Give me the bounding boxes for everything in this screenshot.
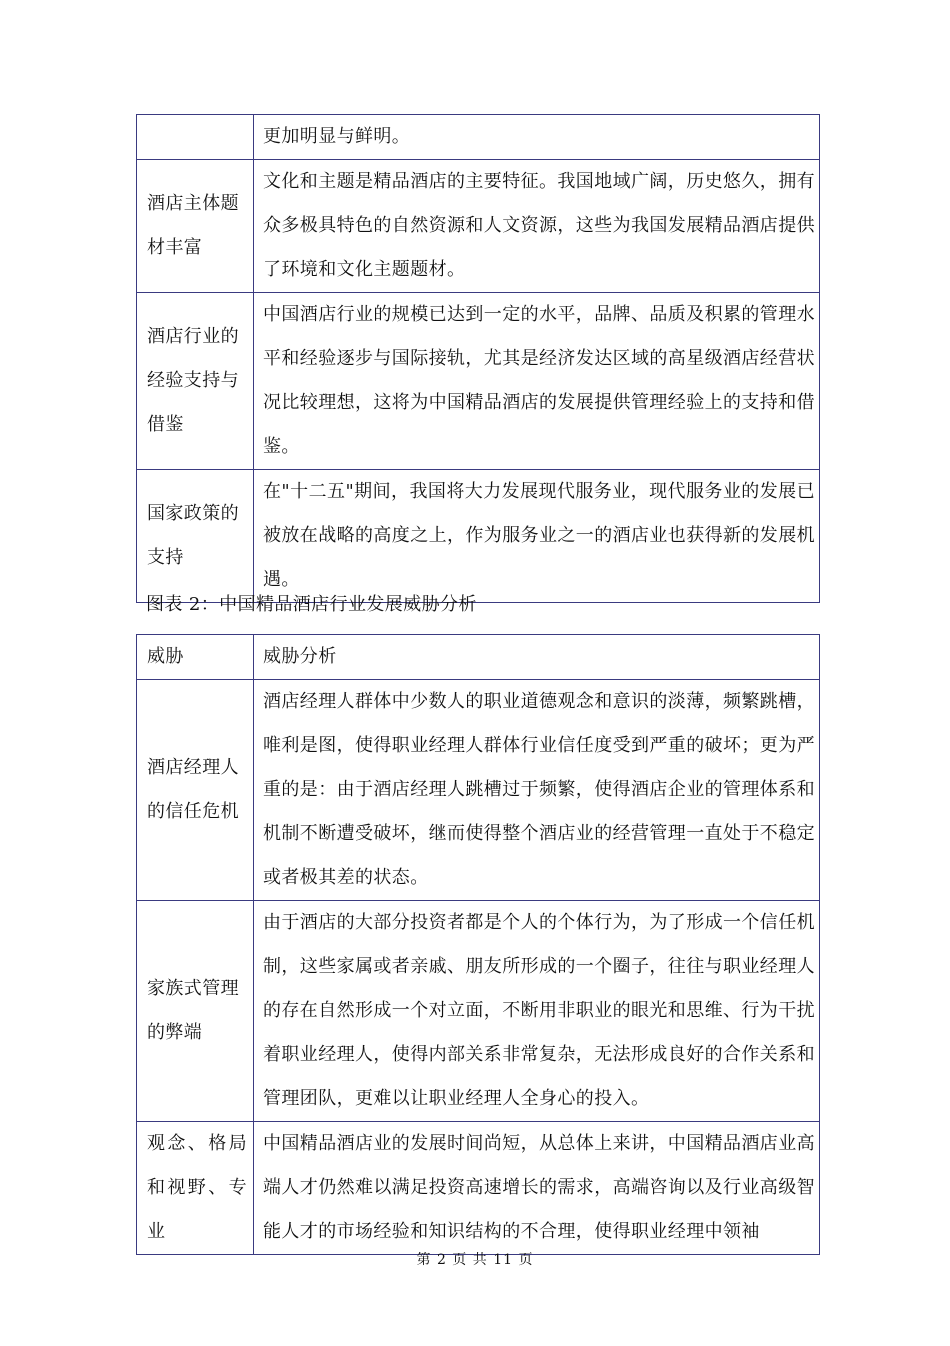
row-content: 由于酒店的大部分投资者都是个人的个体行为，为了形成一个信任机制，这些家属或者亲戚、朋友所形成的一个圈子，往往与职业经理人的存在自然形成一个对立面，不断用非职业的眼光和思维、行为干扰着职业经理人，使得内部关系非常复杂，无法形成良好的合作关系和管理团队，更难以让职业经理人全身心的投入。 — [254, 901, 820, 1122]
table-header-row — [137, 635, 820, 680]
table-row — [137, 293, 820, 470]
row-content: 中国酒店行业的规模已达到一定的水平，品牌、品质及积累的管理水平和经验逐步与国际接轨，尤其是经济发达区域的高星级酒店经营状况比较理想，这将为中国精品酒店的发展提供管理经验上的支持和借鉴。 — [254, 293, 820, 470]
row-content: 更加明显与鲜明。 — [254, 115, 820, 160]
table-caption: 图表 2：中国精品酒店行业发展威胁分析 — [146, 594, 477, 615]
row-content: 在"十二五"期间，我国将大力发展现代服务业，现代服务业的发展已被放在战略的高度之上，作为服务业之一的酒店业也获得新的发展机遇。 — [254, 470, 820, 603]
header-label: 威胁 — [137, 635, 254, 680]
row-label: 酒店行业的经验支持与借鉴 — [137, 293, 254, 470]
row-label: 酒店主体题材丰富 — [137, 160, 254, 293]
page-footer: 第 2 页 共 11 页 — [416, 1252, 534, 1268]
threats-table — [136, 634, 820, 1255]
row-label: 酒店经理人的信任危机 — [137, 680, 254, 901]
table-row — [137, 680, 820, 901]
table-row — [137, 470, 820, 603]
row-label: 家族式管理的弊端 — [137, 901, 254, 1122]
table-row — [137, 160, 820, 293]
header-content: 威胁分析 — [254, 635, 820, 680]
table-row — [137, 1122, 820, 1255]
table-row — [137, 901, 820, 1122]
row-content: 酒店经理人群体中少数人的职业道德观念和意识的淡薄，频繁跳槽，唯利是图，使得职业经理人群体行业信任度受到严重的破坏；更为严重的是：由于酒店经理人跳槽过于频繁，使得酒店企业的管理体系和机制不断遭受破坏，继而使得整个酒店业的经营管理一直处于不稳定或者极其差的状态。 — [254, 680, 820, 901]
row-label: 观念、格局和视野、专业 — [137, 1122, 254, 1255]
row-label: 国家政策的支持 — [137, 470, 254, 603]
row-content: 中国精品酒店业的发展时间尚短，从总体上来讲，中国精品酒店业高端人才仍然难以满足投资高速增长的需求，高端咨询以及行业高级智能人才的市场经验和知识结构的不合理，使得职业经理中领袖 — [254, 1122, 820, 1255]
row-label — [137, 115, 254, 160]
row-content: 文化和主题是精品酒店的主要特征。我国地域广阔，历史悠久，拥有众多极具特色的自然资源和人文资源，这些为我国发展精品酒店提供了环境和文化主题题材。 — [254, 160, 820, 293]
table-row — [137, 115, 820, 160]
strengths-table — [136, 114, 820, 603]
